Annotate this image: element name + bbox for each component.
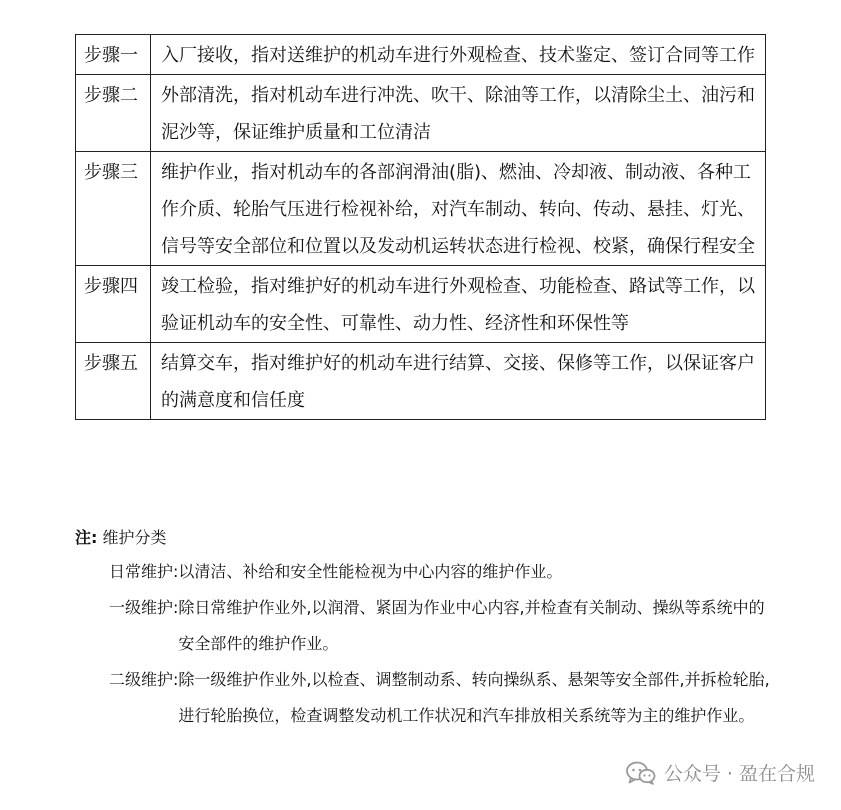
step-label: 步骤二 — [76, 75, 151, 152]
table-row — [76, 152, 766, 266]
note-text: 除日常维护作业外,以润滑、紧固为作业中心内容,并检查有关制动、操纵等系统中的安全部件的维护作业。 — [178, 598, 765, 653]
note-prefix: 注: — [75, 528, 98, 547]
note-item-level-two — [109, 662, 775, 734]
table-row — [76, 75, 766, 152]
step-label: 步骤一 — [76, 35, 151, 75]
note-text: 以清洁、补给和安全性能检视为中心内容的维护作业。 — [178, 562, 563, 581]
watermark — [626, 759, 815, 786]
wechat-icon — [626, 761, 656, 785]
table-row — [76, 35, 766, 75]
note-item-level-one — [109, 590, 775, 662]
watermark-text: 公众号 · 盈在合规 — [663, 763, 815, 785]
note-heading — [75, 522, 775, 554]
step-description: 竣工检验，指对维护好的机动车进行外观检查、功能检查、路试等工作，以验证机动车的安全性、可靠性、动力性、经济性和环保性等 — [151, 266, 766, 343]
step-description: 维护作业，指对机动车的各部润滑油(脂)、燃油、冷却液、制动液、各种工作介质、轮胎气压进行检视补给，对汽车制动、转向、传动、悬挂、灯光、信号等安全部位和位置以及发动机运转状态进行检视、校紧，确保行程安全 — [151, 152, 766, 266]
note-text: 除一级维护作业外,以检查、调整制动系、转向操纵系、悬架等安全部件,并拆检轮胎,进行轮胎换位，检查调整发动机工作状况和汽车排放相关系统等为主的维护作业。 — [178, 670, 770, 725]
table-row — [76, 266, 766, 343]
maintenance-notes — [75, 522, 775, 734]
note-title: 维护分类 — [102, 528, 167, 547]
step-description: 入厂接收，指对送维护的机动车进行外观检查、技术鉴定、签订合同等工作 — [151, 35, 766, 75]
maintenance-steps-table — [75, 34, 766, 420]
step-description: 结算交车，指对维护好的机动车进行结算、交接、保修等工作，以保证客户的满意度和信任度 — [151, 343, 766, 420]
step-label: 步骤五 — [76, 343, 151, 420]
note-term: 一级维护: — [109, 598, 179, 617]
note-term: 二级维护: — [109, 670, 179, 689]
step-description: 外部清洗，指对机动车进行冲洗、吹干、除油等工作，以清除尘土、油污和泥沙等，保证维护质量和工位清洁 — [151, 75, 766, 152]
note-item-daily — [109, 554, 775, 590]
table-row — [76, 343, 766, 420]
step-label: 步骤三 — [76, 152, 151, 266]
step-label: 步骤四 — [76, 266, 151, 343]
note-term: 日常维护: — [109, 562, 179, 581]
